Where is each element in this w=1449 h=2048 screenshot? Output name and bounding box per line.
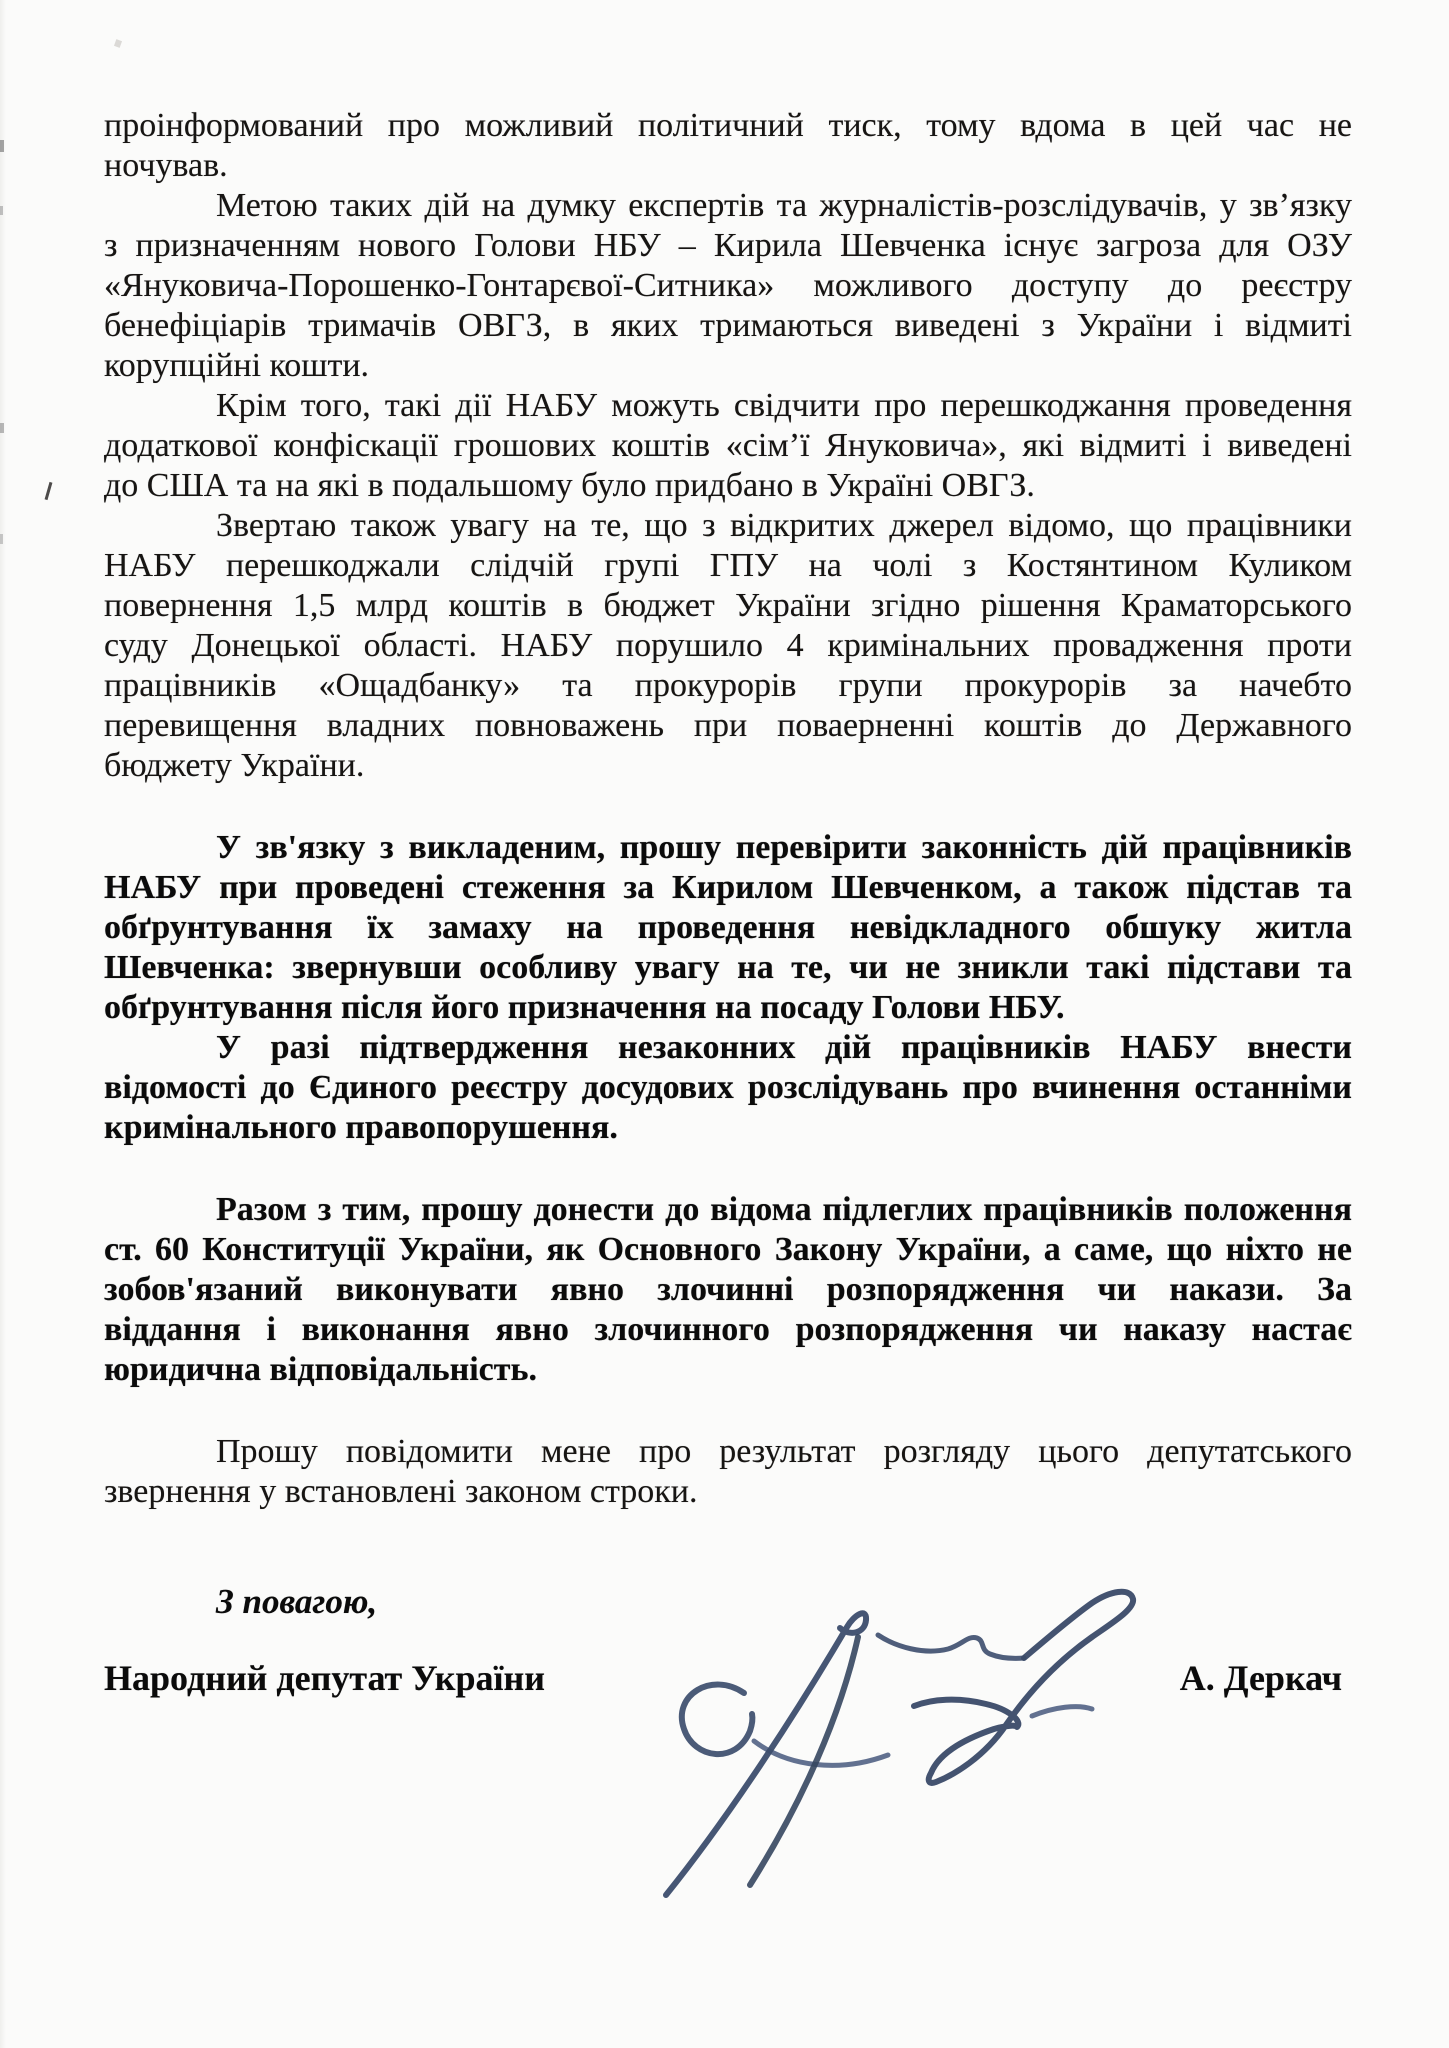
paragraph xyxy=(104,1432,1352,1512)
text-line: бенефіціарів тримачів ОВГЗ, в яких тримаються виведені з України і відмиті xyxy=(104,307,1352,344)
signer-name: А. Деркач xyxy=(1179,1658,1342,1698)
text-line: суду Донецької області. НАБУ порушило 4 кримінальних провадження проти xyxy=(104,627,1352,664)
text-line: Метою таких дій на думку експертів та журналістів-розслідувачів, у зв’язку xyxy=(216,187,1352,224)
text-line: юридична відповідальність. xyxy=(104,1351,537,1388)
text-line: повернення 1,5 млрд коштів в бюджет України згідно рішення Краматорського xyxy=(104,587,1352,624)
text-line: проінформований про можливий політичний тиск, тому вдома в цей час не xyxy=(104,107,1352,144)
text-line: Крім того, такі дії НАБУ можуть свідчити про перешкоджання проведення xyxy=(216,387,1352,424)
text-line: Прошу повідомити мене про результат розгляду цього депутатського xyxy=(216,1433,1352,1470)
text-line: віддання і виконання явно злочинного розпорядження чи наказу настає xyxy=(104,1311,1352,1348)
text-line: ст. 60 Конституції України, як Основного Закону України, а саме, що ніхто не xyxy=(104,1231,1352,1268)
text-line: «Януковича-Порошенко-Гонтарєвої-Ситника» можливого доступу до реєстру xyxy=(104,267,1352,304)
scan-artifact xyxy=(0,206,3,215)
text-line: кримінального правопорушення. xyxy=(104,1109,618,1146)
text-line: У разі підтвердження незаконних дій працівників НАБУ внести xyxy=(216,1029,1352,1066)
text-line: відомості до Єдиного реєстру досудових розслідувань про вчинення останніми xyxy=(104,1069,1352,1106)
text-line: звернення у встановлені законом строки. xyxy=(104,1473,698,1510)
text-line: ночував. xyxy=(104,147,228,184)
text-line: Звертаю також увагу на те, що з відкритих джерел відомо, що працівники xyxy=(216,507,1352,544)
text-line: Разом з тим, прошу донести до відома підлеглих працівників положення xyxy=(216,1191,1352,1228)
text-line: бюджету України. xyxy=(104,747,365,784)
scan-artifact xyxy=(0,534,3,544)
text-line: обґрунтування після його призначення на посаду Голови НБУ. xyxy=(104,989,1065,1026)
text-line: обґрунтування їх замаху на проведення невідкладного обшуку житла xyxy=(104,909,1352,946)
text-line: з призначенням нового Голови НБУ – Кирила Шевченка існує загроза для ОЗУ xyxy=(104,227,1352,264)
text-line: У зв'язку з викладеним, прошу перевірити законність дій працівників xyxy=(216,829,1352,866)
paragraph xyxy=(104,186,1352,386)
closing-respect-line: З повагою, xyxy=(216,1582,378,1621)
scan-artifact xyxy=(0,423,4,433)
paragraph xyxy=(104,1028,1352,1148)
scan-artifact xyxy=(0,140,4,152)
text-line: перевищення владних повноважень при поваерненні коштів до Державного xyxy=(104,707,1352,744)
text-line: НАБУ при проведені стеження за Кирилом Шевченком, а також підстав та xyxy=(104,869,1352,906)
scan-artifact xyxy=(114,39,122,48)
text-line: корупційні кошти. xyxy=(104,347,370,384)
letter-body xyxy=(104,106,1352,1698)
paragraph xyxy=(104,506,1352,786)
text-line: зобов'язаний виконувати явно злочинні розпорядження чи накази. За xyxy=(104,1271,1352,1308)
text-line: НАБУ перешкоджали слідчій групі ГПУ на чолі з Костянтином Куликом xyxy=(104,547,1352,584)
text-line: Шевченка: звернувши особливу увагу на те, чи не зникли такі підстави та xyxy=(104,949,1352,986)
text-line: додаткової конфіскації грошових коштів «сім’ї Януковича», які відмиті і виведені xyxy=(104,427,1352,464)
text-line: працівників «Ощадбанку» та прокурорів групи прокурорів за начебто xyxy=(104,667,1352,704)
text-line: до США та на які в подальшому було придбано в Україні ОВГЗ. xyxy=(104,467,1035,504)
paragraph xyxy=(104,1190,1352,1390)
signer-role: Народний депутат України xyxy=(104,1658,545,1698)
letter-paragraphs xyxy=(104,106,1352,1512)
paragraph xyxy=(104,106,1352,186)
signature-row xyxy=(104,1658,1352,1698)
scan-artifact xyxy=(45,482,53,500)
paragraph xyxy=(104,386,1352,506)
paragraph xyxy=(104,828,1352,1028)
